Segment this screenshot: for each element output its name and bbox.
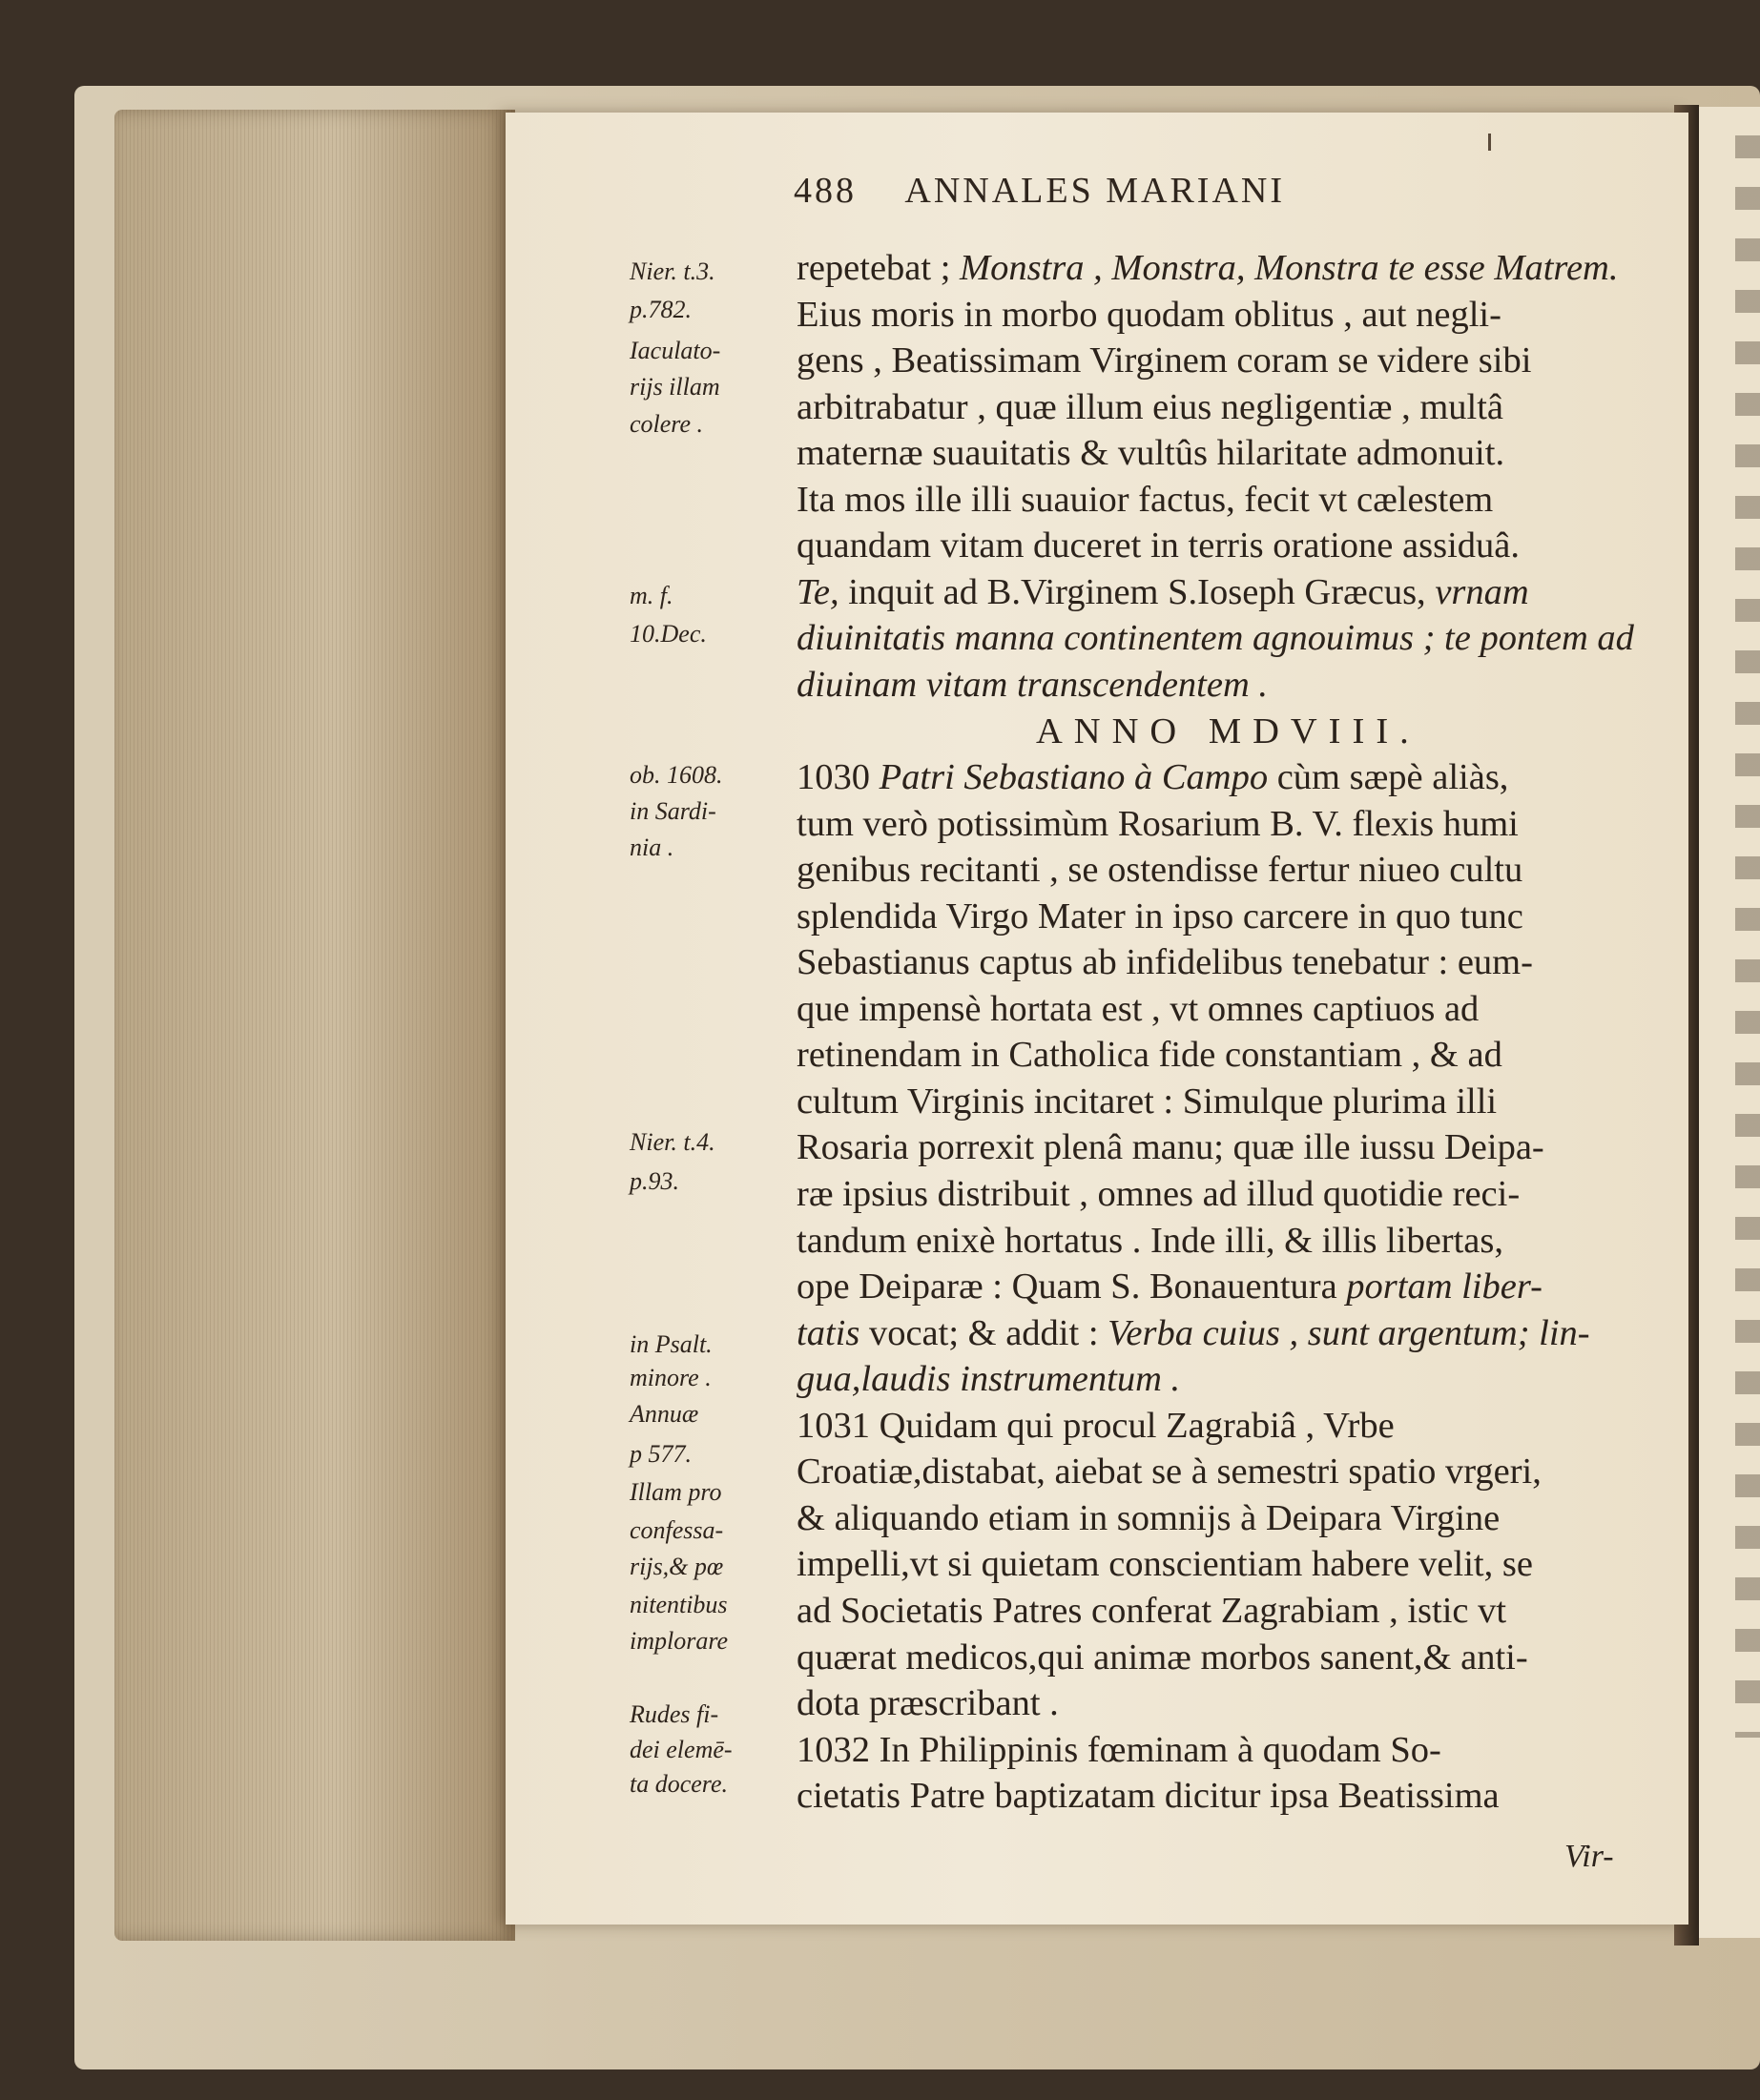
text-line xyxy=(797,852,1522,889)
text-line xyxy=(797,1129,1544,1166)
margin-note: Annuæ xyxy=(630,1400,699,1428)
text-line xyxy=(797,1729,1441,1770)
margin-note: in Psalt. xyxy=(630,1330,713,1358)
text-line xyxy=(797,294,1501,335)
text-line xyxy=(797,250,1618,287)
text-run: ANNO MDVIII. xyxy=(1036,710,1420,751)
text-line xyxy=(797,1497,1501,1538)
margin-note: ta docere. xyxy=(630,1770,728,1798)
text-run: diuinitatis manna continentem agnouimus ; te pontem ad xyxy=(797,618,1634,659)
text-run: splendida Virgo Mater in ipso carcere in quo tunc xyxy=(797,896,1523,937)
margin-note: rijs illam xyxy=(630,373,720,401)
text-line xyxy=(797,435,1504,472)
text-line xyxy=(797,1778,1500,1815)
margin-note: minore . xyxy=(630,1364,712,1391)
text-line xyxy=(797,1453,1542,1491)
text-run: ope Deiparæ : Quam S. Bonauentura xyxy=(797,1266,1347,1307)
margin-note: in Sardi- xyxy=(630,797,716,825)
text-line xyxy=(797,386,1503,427)
margin-note: nia . xyxy=(630,834,674,861)
page-number: 488 xyxy=(794,171,857,211)
text-run: gua,laudis instrumentum . xyxy=(797,1359,1181,1400)
text-line xyxy=(797,527,1520,565)
margin-note: dei elemē- xyxy=(630,1736,733,1763)
text-run: arbitrabatur , quæ illum eius negligentiæ , multâ xyxy=(797,386,1503,427)
text-run: retinendam in Catholica fide constantiam , & ad xyxy=(797,1035,1502,1076)
text-run: Eius moris in morbo quodam oblitus , aut negli- xyxy=(797,294,1501,335)
text-line xyxy=(797,342,1531,380)
text-line xyxy=(797,1546,1533,1583)
year-heading xyxy=(1036,710,1420,751)
text-run: genibus recitanti , se ostendisse fertur niueo cultu xyxy=(797,850,1523,891)
margin-note: implorare xyxy=(630,1627,729,1655)
margin-note: 10.Dec. xyxy=(630,620,707,648)
text-line xyxy=(797,1590,1507,1631)
text-run: ræ ipsius distribuit , omnes ad illud quotidie reci- xyxy=(797,1174,1521,1214)
text-run: Verba cuius , sunt argentum; lin- xyxy=(1108,1312,1590,1353)
text-line xyxy=(797,988,1480,1029)
text-run: 1030 xyxy=(797,757,880,798)
page-stack-edge xyxy=(114,110,515,1941)
text-line xyxy=(797,571,1529,612)
text-run: portam liber- xyxy=(1346,1266,1543,1307)
margin-note: ob. 1608. xyxy=(630,761,723,789)
text-run: tum verò potissimùm Rosarium B. V. flexis humi xyxy=(797,803,1519,844)
margin-note: Rudes fi- xyxy=(630,1700,719,1728)
margin-note: Nier. t.3. xyxy=(630,257,715,285)
text-run: quærat medicos,qui animæ morbos sanent,& anti- xyxy=(797,1637,1528,1678)
text-run: Patri Sebastiano à Campo xyxy=(879,757,1269,798)
margin-note: Iaculato- xyxy=(630,337,721,364)
text-run: ad Societatis Patres conferat Zagrabiam , istic vt xyxy=(797,1590,1507,1631)
text-run: cietatis Patre baptizatam dicitur ipsa Beatissima xyxy=(797,1776,1500,1817)
text-run: 1032 In Philippinis fœminam à quodam So- xyxy=(797,1729,1441,1770)
facing-page-edge xyxy=(1699,107,1760,1938)
text-run: maternæ suauitatis & vultûs hilaritate admonuit. xyxy=(797,433,1505,474)
text-run: diuinam vitam transcendentem . xyxy=(797,664,1268,705)
text-line xyxy=(797,1685,1059,1722)
margin-note: colere . xyxy=(630,410,703,438)
text-run: Croatiæ,distabat, aiebat se à semestri spatio vrgeri, xyxy=(797,1451,1542,1493)
text-run: Monstra , Monstra, Monstra te esse Matrem. xyxy=(960,248,1619,288)
text-line xyxy=(797,944,1533,981)
running-header xyxy=(794,170,1285,212)
text-line xyxy=(797,1312,1590,1353)
text-run: 1031 Quidam qui procul Zagrabiâ , Vrbe xyxy=(797,1405,1395,1446)
margin-note: p 577. xyxy=(630,1440,692,1468)
text-run: Rosaria porrexit plenâ manu; quæ ille iussu Deipa- xyxy=(797,1127,1544,1168)
text-line xyxy=(797,898,1523,936)
margin-note: rijs,& pœ xyxy=(630,1553,724,1580)
text-line xyxy=(797,479,1494,520)
margin-note: confessa- xyxy=(630,1516,724,1544)
text-line xyxy=(797,1405,1395,1446)
text-run: Te, xyxy=(797,571,849,612)
text-line xyxy=(797,1037,1502,1074)
text-line xyxy=(797,1083,1497,1121)
text-run: gens , Beatissimam Virginem coram se videre sibi xyxy=(797,340,1532,381)
text-run: quandam vitam duceret in terris oratione assiduâ. xyxy=(797,525,1520,566)
text-run: que impensè hortata est , vt omnes captiuos ad xyxy=(797,988,1480,1029)
margin-note: nitentibus xyxy=(630,1591,728,1618)
margin-note: p.93. xyxy=(630,1167,679,1195)
text-run: & aliquando etiam in somnijs à Deipara Virgine xyxy=(797,1497,1501,1538)
text-line xyxy=(797,1639,1528,1677)
text-run: vrnam xyxy=(1435,571,1529,612)
text-line xyxy=(797,664,1268,705)
text-line xyxy=(797,620,1634,657)
text-run: tatis xyxy=(797,1312,860,1353)
text-line xyxy=(797,803,1519,844)
ink-speck xyxy=(1488,134,1491,151)
text-line xyxy=(797,1220,1503,1261)
margin-note: p.782. xyxy=(630,296,692,323)
text-run: dota præscribant . xyxy=(797,1683,1059,1724)
text-run: cùm sæpè aliàs, xyxy=(1268,757,1509,798)
text-run: tandum enixè hortatus . Inde illi, & illis libertas, xyxy=(797,1220,1503,1261)
margin-note: Illam pro xyxy=(630,1478,722,1506)
text-line xyxy=(797,1361,1180,1398)
text-line xyxy=(797,759,1508,796)
running-title: ANNALES MARIANI xyxy=(904,171,1286,211)
text-run: inquit ad B.Virginem S.Ioseph Græcus, xyxy=(848,571,1436,612)
text-run: vocat; & addit : xyxy=(859,1312,1108,1353)
margin-note: m. f. xyxy=(630,582,673,609)
text-run: Ita mos ille illi suauior factus, fecit vt cælestem xyxy=(797,479,1494,520)
text-run: cultum Virginis incitaret : Simulque plurima illi xyxy=(797,1081,1498,1122)
facing-page-text-fragment xyxy=(1735,135,1760,1738)
margin-note: Nier. t.4. xyxy=(630,1128,715,1156)
text-line xyxy=(797,1176,1520,1213)
catchword: Vir- xyxy=(1564,1839,1614,1874)
text-run: repetebat ; xyxy=(797,248,961,288)
text-run: Sebastianus captus ab infidelibus tenebatur : eum- xyxy=(797,942,1533,983)
text-line xyxy=(797,1268,1543,1306)
text-run: impelli,vt si quietam conscientiam habere velit, se xyxy=(797,1544,1533,1585)
